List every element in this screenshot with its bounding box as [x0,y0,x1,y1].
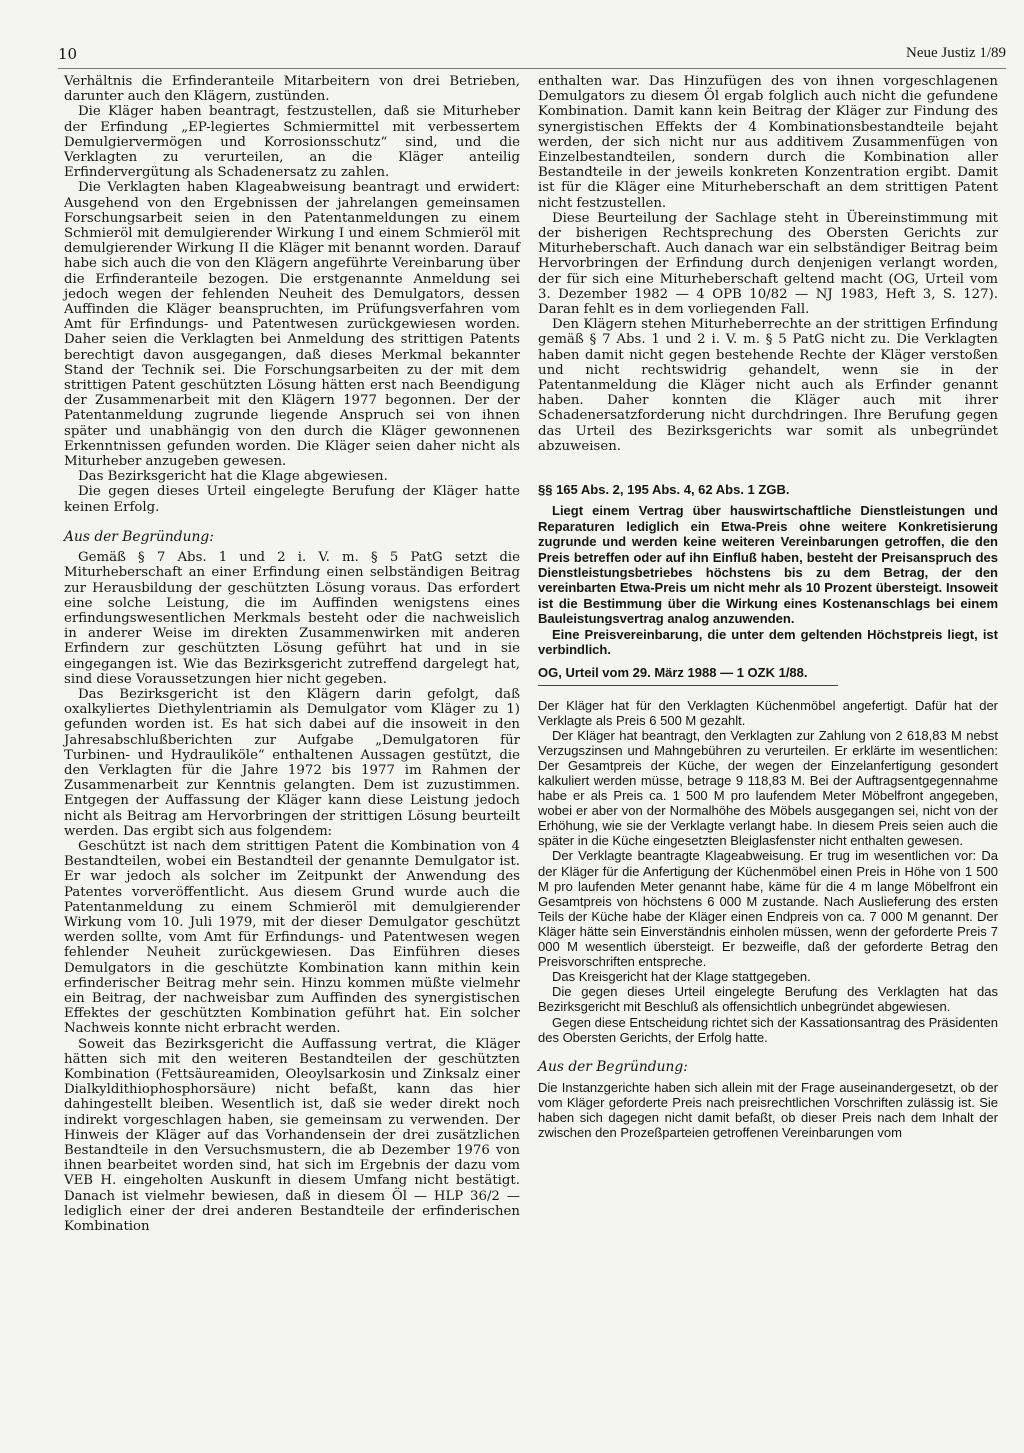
paragraph: Verhältnis die Erfinderanteile Mitarbeitern von drei Betrieben, darunter auch den Klägern, zustünden. [64,74,520,105]
case-reference: OG, Urteil vom 29. März 1988 — 1 OZK 1/88. [538,665,808,681]
divider [538,685,838,686]
paragraph: Der Verklagte beantragte Klageabweisung. Er trug im wesentlichen vor: Da der Kläger für die Anfertigung der Küchenmöbel einen Preis in Höhe von 1 500 M pro laufenden Meter genannt habe, käme für die 4 m lange Möbelfront ein Gesamtpreis von höchstens 6 000 M zustande. Nach Auslieferung des ersten Teils der Küche habe der Kläger einen Endpreis von ca. 7 000 M genannt. Der Kläger hätte sein Einverständnis einholen müssen, wenn der geforderte Preis 7 000 M wesentlich übersteigt. Er bezweifle, daß der geforderte Betrag den Preisvorschriften entspreche. [538,848,998,970]
paragraph: Den Klägern stehen Miturheberrechte an der strittigen Erfindung gemäß § 7 Abs. 1 und 2 i. V. m. § 5 PatG nicht zu. Die Verklagten haben damit nicht gegen bestehende Rechte der Kläger verstoßen und nicht rechtswidrig gehandelt, wenn sie in der Patentanmeldung die Kläger nicht auch als Erfinder genannt haben. Daher konnten die Kläger auch mit ihrer Schadenersatzforderung nicht durchdringen. Ihre Berufung gegen das Urteil des Bezirksgerichts war somit als unbegründet abzuweisen. [538,317,998,454]
section-heading: Aus der Begründung: [538,1058,688,1075]
left-column [64,74,520,1234]
headnote: Eine Preisvereinbarung, die unter dem geltenden Höchstpreis liegt, ist verbindlich. [538,626,998,657]
paragraph: Die Kläger haben beantragt, festzustellen, daß sie Miturheber der Erfindung „EP-legiertes Schmiermittel mit verbessertem Demulgiervermögen und Korrosionsschutz“ sind, und die Verklagten zu verurteilen, an die Kläger anteilig Erfindervergütung als Schadenersatz zu zahlen. [64,104,520,181]
headnote: Liegt einem Vertrag über hauswirtschaftliche Dienstleistungen und Reparaturen lediglich ein Etwa-Preis ohne weitere Konkretisierung zugrunde und werden keine weiteren Vereinbarungen getroffen, die den Preis betreffen oder auf ihn Einfluß haben, besteht der Preisanspruch des Dienstleistungsbetriebes höchstens bis zu dem Betrag, der den vereinbarten Etwa-Preis um nicht mehr als 10 Prozent übersteigt. Insoweit ist die Bestimmung über die Wirkung eines Kostenanschlags bei einem Bauleistungsvertrag analog anzuwenden. [538,503,998,627]
right-column [538,74,998,1140]
law-citation: §§ 165 Abs. 2, 195 Abs. 4, 62 Abs. 1 ZGB. [538,482,790,498]
paragraph: Geschützt ist nach dem strittigen Patent die Kombination von 4 Bestandteilen, wobei ein Bestandteil der genannte Demulgator ist. Er war jedoch als solcher im Zeitpunkt der Anwendung des Patentes vorveröffentlicht. Aus diesem Grund wurde auch die Patentanmeldung zu einem Schmieröl mit demulgierender Wirkung vom 10. Juli 1979, mit der dieser Demulgator geschützt werden sollte, vom Amt für Erfindungs- und Patentwesen wegen fehlender Neuheit zurückgewiesen. Das Einführen dieses Demulgators in die geschützte Kombination kann mithin kein erfinderischer Beitrag mehr sein. Hinzu kommen müßte vielmehr ein Beitrag, der nachweisbar zum Auffinden des synergistischen Effektes der geschützten Kombination geführt hat. Ein solcher Nachweis konnte nicht erbracht werden. [64,838,520,1037]
paragraph: Diese Beurteilung der Sachlage steht in Übereinstimmung mit der bisherigen Rechtsprechung des Obersten Gerichts zur Miturheberschaft. Auch danach war ein selbständiger Beitrag beim Hervorbringen der Erfindung durch denjenigen verlangt worden, der für sich eine Miturheberschaft geltend macht (OG, Urteil vom 3. Dezember 1982 — 4 OPB 10/82 — NJ 1983, Heft 3, S. 127). Daran fehlt es in dem vorliegenden Fall. [538,210,998,318]
paragraph: Der Kläger hat für den Verklagten Küchenmöbel angefertigt. Dafür hat der Verklagte als Preis 6 500 M gezahlt. [538,697,998,728]
paragraph: Das Kreisgericht hat der Klage stattgegeben. [552,969,811,985]
paragraph: Gemäß § 7 Abs. 1 und 2 i. V. m. § 5 PatG setzt die Miturheberschaft an einer Erfindung einen selbständigen Beitrag zur Herausbildung der geschützten Lösung voraus. Das erfordert eine solche Leistung, die im Auffinden wenigstens eines erfindungswesentlichen Merkmals besteht oder die nachweislich in anderer Weise im direkten Zusammenwirken mit anderen Erfindern zur geschützten Lösung geführt hat und in sie eingegangen ist. Wie das Bezirksgericht zutreffend dargelegt hat, sind diese Voraussetzungen hier nicht gegeben. [64,550,520,687]
paragraph: Soweit das Bezirksgericht die Auffassung vertrat, die Kläger hätten sich mit den weiteren Bestandteilen der geschützten Kombination (Fettsäureamiden, Oleoylsarkosin und Zinksalz einer Dialkyldithiophosphorsäure) nicht befaßt, kann das hier dahingestellt bleiben. Wesentlich ist, daß sie weder direkt noch indirekt vorgeschlagen haben, sie gemeinsam zu verwenden. Der Hinweis der Kläger auf das Vorhandensein der drei zusätzlichen Bestandteile in den Versuchsmustern, die ab Dezember 1976 von ihnen bearbeitet worden sind, hat sich im Ergebnis der dazu vom VEB H. eingeholten Auskunft in diesem Umfang nicht bestätigt. Danach ist vielmehr bewiesen, daß in diesem Öl — HLP 36/2 — lediglich einer der drei anderen Bestandteile der erfinderischen Kombination [64,1036,520,1235]
paragraph: Der Kläger hat beantragt, den Verklagten zur Zahlung von 2 618,83 M nebst Verzugszinsen und Mahngebühren zu verurteilen. Er erklärte im wesentlichen: Der Gesamtpreis der Küche, der wegen der Einzelanfertigung gesondert kalkuliert werden müsse, betrage 9 118,83 M. Bei der Auftragsentgegennahme habe er als Preis ca. 1 500 M pro laufendem Meter Möbelfront angegeben, wobei er aber von der Normalhöhe des Möbels ausgegangen sei, nicht von der Erhöhung, wie sie der Verklagte verlangt habe. In diesem Preis seien auch die später in die Küche eingesetzten Bleiglasfenster nicht enthalten gewesen. [538,727,998,849]
page-number: 10 [58,45,78,63]
paragraph: Die gegen dieses Urteil eingelegte Berufung des Verklagten hat das Bezirksgericht mit Beschluß als offensichtlich unbegründet abgewiesen. [538,984,998,1015]
section-heading: Aus der Begründung: [64,528,214,545]
journal-title: Neue Justiz 1/89 [906,45,1006,61]
paragraph: Das Bezirksgericht hat die Klage abgewiesen. [78,469,388,485]
paragraph: Die Instanzgerichte haben sich allein mit der Frage auseinandergesetzt, ob der vom Kläger geforderte Preis nach preisrechtlichen Vorschriften zulässig ist. Sie haben sich dagegen nicht damit befaßt, ob dieser Preis nach dem Inhalt der zwischen den Prozeßparteien getroffenen Vereinbarungen vom [538,1079,998,1141]
paragraph: enthalten war. Das Hinzufügen des von ihnen vorgeschlagenen Demulgators zu diesem Öl ergab folglich auch nicht die gefundene Kombination. Damit kann kein Beitrag der Kläger zur Findung des synergistischen Effekts der 4 Kombinationsbestandteile bejaht werden, der sich nicht nur aus additivem Zusammenfügen von Einzelbestandteilen, sondern durch die Kombination aller Bestandteile in der jeweils konkreten Konzentration ergibt. Damit ist für die Kläger eine Miturheberschaft an dem strittigen Patent nicht festzustellen. [538,74,998,211]
paragraph: Das Bezirksgericht ist den Klägern darin gefolgt, daß oxalkyliertes Diethylentriamin als Demulgator vom Kläger zu 1) gefunden worden ist. Es hat sich dabei auf die insoweit in den Jahresabschlußberichten zur Aufgabe „Demulgatoren für Turbinen- und Hydrauliköle“ enthaltenen Aussagen gestützt, die den Verklagten für die Jahre 1972 bis 1977 im Rahmen der Zusammenarbeit zur Kenntnis gelangten. Dem ist zuzustimmen. Entgegen der Auffassung der Kläger kann diese Leistung jedoch nicht als Beitrag am Hervorbringen der strittigen Lösung beurteilt werden. Das ergibt sich aus folgendem: [64,686,520,839]
paragraph: Die gegen dieses Urteil eingelegte Berufung der Kläger hatte keinen Erfolg. [64,484,520,515]
page-header [58,44,1006,69]
paragraph: Gegen diese Entscheidung richtet sich der Kassationsantrag des Präsidenten des Obersten Gerichts, der Erfolg hatte. [538,1014,998,1045]
paragraph: Die Verklagten haben Klageabweisung beantragt und erwidert: Ausgehend von den Ergebnissen der jahrelangen gemeinsamen Forschungsarbeit seien in den Patentanmeldungen zu einem Schmieröl mit demulgierender Wirkung I und einem Schmieröl mit demulgierender Wirkung II die Kläger mit benannt worden. Darauf habe sich auch die von den Klägern angeführte Vereinbarung über die Erfinderanteile bezogen. Die erstgenannte Anmeldung sei jedoch wegen der fehlenden Neuheit des Demulgators, dessen Auffinden die Kläger beanspruchten, im Prüfungsverfahren vom Amt für Erfindungs- und Patentwesen zurückgewiesen worden. Daher seien die Verklagten bei Anmeldung des strittigen Patents berechtigt davon ausgegangen, daß dieses Merkmal bekannter Stand der Technik sei. Die Forschungsarbeiten zu der mit dem strittigen Patent geschützten Lösung hätten erst nach Beendigung der Zusammenarbeit mit den Klägern 1977 begonnen. Der der Patentanmeldung zugrunde liegende Anspruch sei von ihnen später und unabhängig von den durch die Kläger gewonnenen Erkenntnissen gefunden worden. Die Kläger seien daher nicht als Miturheber anzugeben gewesen. [64,180,520,470]
